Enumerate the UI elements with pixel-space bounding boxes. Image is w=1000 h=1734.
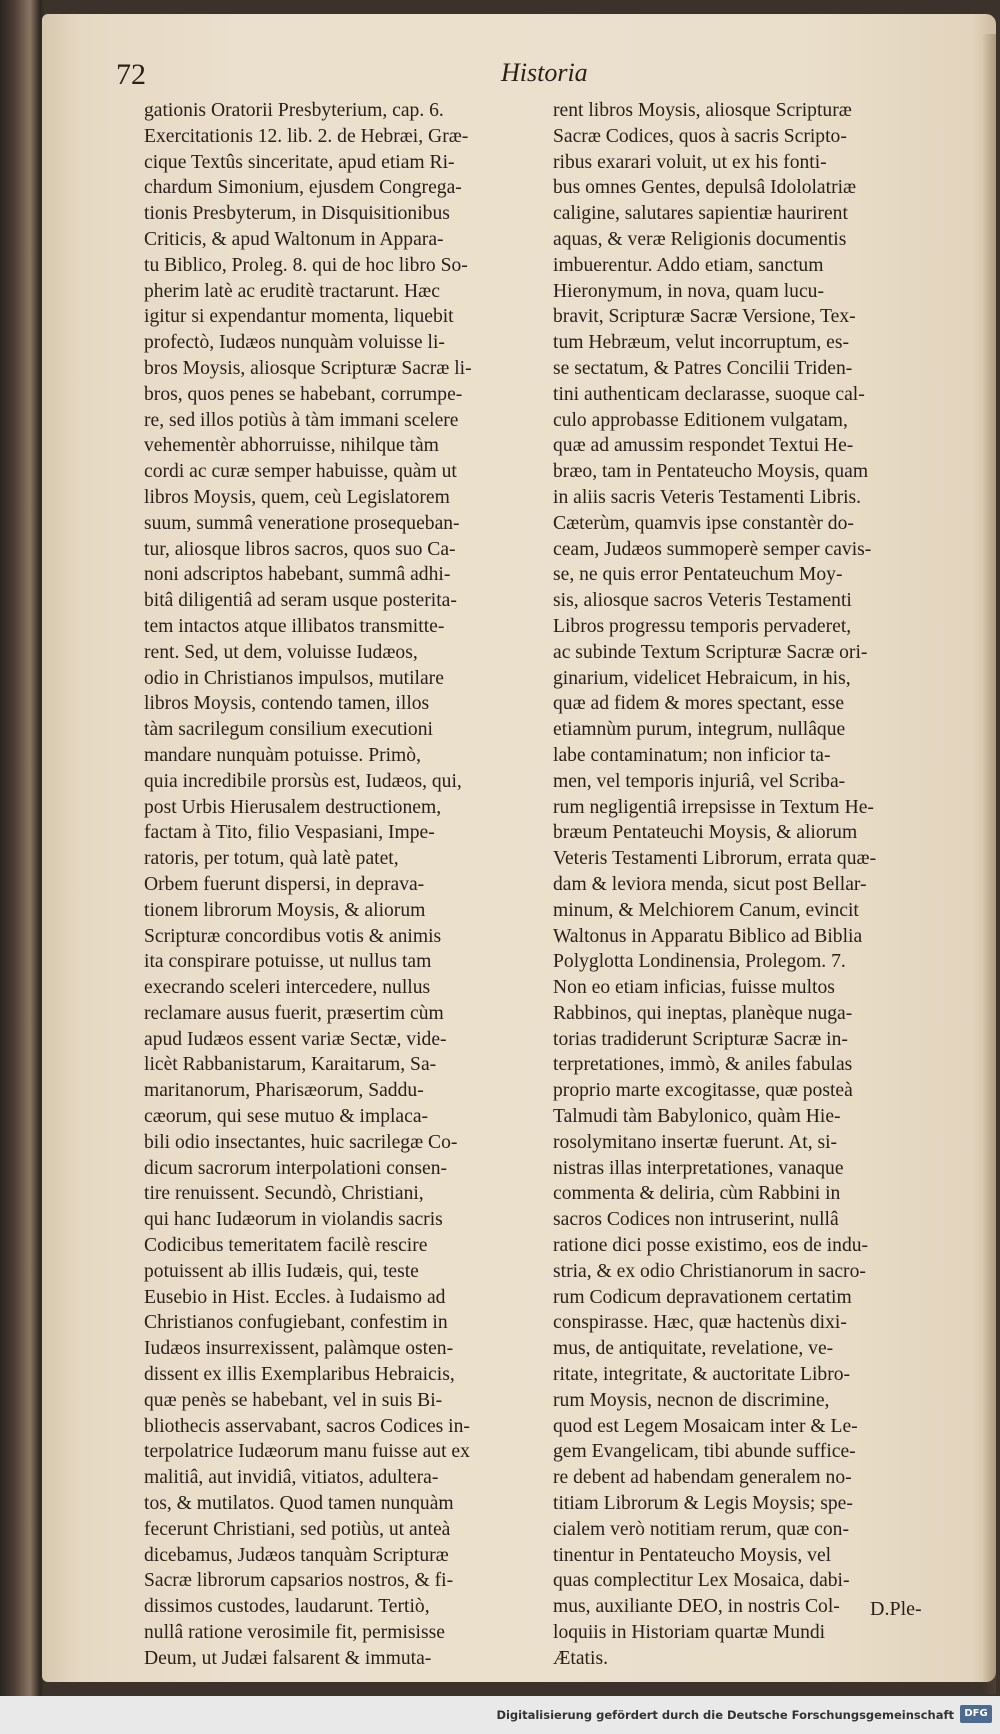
left-text-column [144, 98, 544, 1672]
text-line: conspirasse. Hæc, quæ hactenùs dixi- [553, 1312, 847, 1334]
text-line: Exercitationis 12. lib. 2. de Hebræi, Græ- [144, 125, 469, 147]
text-line: gem Evangelicam, tibi abunde suffice- [553, 1441, 856, 1463]
text-line: Sacræ Codices, quos à sacris Scripto- [553, 125, 847, 147]
text-line: bus omnes Gentes, depulsâ Idololatriæ [553, 177, 857, 199]
text-line: Eusebio in Hist. Eccles. à Iudaismo ad [144, 1286, 446, 1308]
text-line: tini authenticam declarasse, suoque cal- [553, 383, 865, 405]
text-line: rent. Sed, ut dem, voluisse Iudæos, [144, 641, 418, 663]
text-line: cæorum, qui sese mutuo & implaca- [144, 1106, 429, 1128]
text-line: ritate, integritate, & auctoritate Libro- [553, 1364, 851, 1386]
text-line: Scripturæ concordibus votis & animis [144, 925, 442, 947]
footer-credit: Digitalisierung gefördert durch die Deutsche Forschungsgemeinschaft [496, 1708, 954, 1722]
text-line: tu Biblico, Proleg. 8. qui de hoc libro So- [144, 254, 468, 276]
text-line: proprio marte excogitasse, quæ posteà [553, 1080, 853, 1102]
text-line: odio in Christianos impulsos, mutilare [144, 667, 444, 689]
text-line: mus, de antiquitate, revelatione, ve- [553, 1338, 834, 1360]
text-line: culo approbasse Editionem vulgatam, [553, 409, 848, 431]
text-line: rum Codicum depravationem certatim [553, 1286, 852, 1308]
text-line: quod est Legem Mosaicam inter & Le- [553, 1415, 858, 1437]
text-line: libros Moysis, quem, ceù Legislatorem [144, 486, 450, 508]
text-line: quas complectitur Lex Mosaica, dabi- [553, 1570, 850, 1592]
page-number: 72 [116, 58, 146, 91]
text-line: post Urbis Hierusalem destructionem, [144, 796, 442, 818]
text-line: quæ ad fidem & mores spectant, esse [553, 693, 845, 715]
text-line: imbuerentur. Addo etiam, sanctum [553, 254, 824, 276]
text-line: stria, & ex odio Christianorum in sacro- [553, 1260, 866, 1282]
text-line: bravit, Scripturæ Sacræ Versione, Tex- [553, 306, 856, 328]
text-line: reclamare ausus fuerit, præsertim cùm [144, 1002, 444, 1024]
text-line: re debent ad habendam generalem no- [553, 1467, 852, 1489]
text-line: aquas, & veræ Religionis documentis [553, 228, 847, 250]
text-line: ceam, Judæos summoperè semper cavis- [553, 538, 872, 560]
text-line: profectò, Iudæos nunquàm voluisse li- [144, 332, 445, 354]
text-line: se, ne quis error Pentateuchum Moy- [553, 564, 843, 586]
text-line: rum Moysis, necnon de discrimine, [553, 1389, 830, 1411]
text-line: rosolymitano insertæ fuerunt. At, si- [553, 1131, 838, 1153]
text-line: mandare nunquàm potuisse. Primò, [144, 744, 421, 766]
text-line: rum negligentiâ irrepsisse in Textum He- [553, 796, 874, 818]
text-line: ac subinde Textum Scripturæ Sacræ ori- [553, 641, 868, 663]
text-line: nullâ ratione verosimile fit, permisisse [144, 1622, 445, 1644]
text-line: cialem verò notitiam rerum, quæ con- [553, 1518, 849, 1540]
text-line: Cæterùm, quamvis ipse constantèr do- [553, 512, 854, 534]
page-edge-shadow [982, 34, 996, 1694]
text-line: qui hanc Iudæorum in violandis sacris [144, 1209, 443, 1231]
text-line: factam à Tito, filio Vespasiani, Impe- [144, 822, 435, 844]
text-line: Deum, ut Judæi falsarent & immuta- [144, 1647, 432, 1669]
text-line: re, sed illos potiùs à tàm immani scelere [144, 409, 459, 431]
text-line: bliothecis asservabant, sacros Codices in- [144, 1415, 470, 1437]
text-line: tionem librorum Moysis, & aliorum [144, 899, 426, 921]
text-line: tionis Presbyterum, in Disquisitionibus [144, 203, 450, 225]
text-line: bros Moysis, aliosque Scripturæ Sacræ li- [144, 357, 472, 379]
text-line: ita conspirare potuisse, ut nullus tam [144, 951, 432, 973]
text-line: bitâ diligentiâ ad seram usque posterita- [144, 590, 457, 612]
text-line: cique Textûs sinceritate, apud etiam Ri- [144, 151, 455, 173]
catchword: D.Ple- [870, 1598, 922, 1620]
text-line: mus, auxiliante DEO, in nostris Col- [553, 1596, 840, 1618]
text-line: pherim latè ac eruditè tractarunt. Hæc [144, 280, 440, 302]
text-line: tinentur in Pentateucho Moysis, vel [553, 1544, 832, 1566]
text-line: caligine, salutares sapientiæ haurirent [553, 203, 848, 225]
text-line: Iudæos insurrexissent, palàmque osten- [144, 1338, 454, 1360]
text-line: tos, & mutilatos. Quod tamen nunquàm [144, 1493, 454, 1515]
text-line: vehementèr abhorruisse, nihilque tàm [144, 435, 439, 457]
text-line: sis, aliosque sacros Veteris Testamenti [553, 590, 852, 612]
text-line: Orbem fuerunt dispersi, in deprava- [144, 873, 425, 895]
text-line: tem intactos atque illibatos transmitte- [144, 615, 445, 637]
text-line: quia incredibile prorsùs est, Iudæos, qui, [144, 770, 462, 792]
footer-bar [0, 1696, 1000, 1734]
right-text-column [553, 98, 926, 1672]
text-line: tire renuissent. Secundò, Christiani, [144, 1183, 424, 1205]
text-line: Ætatis. [553, 1647, 608, 1669]
dfg-logo: DFG [960, 1705, 992, 1723]
running-title: Historia [501, 58, 588, 87]
text-line: commenta & deliria, cùm Rabbini in [553, 1183, 841, 1205]
text-line: nistras illas interpretationes, vanaque [553, 1157, 844, 1179]
text-line: Hieronymum, in nova, quam lucu- [553, 280, 824, 302]
text-line: bræum Pentateuchi Moysis, & aliorum [553, 822, 858, 844]
text-line: dissent ex illis Exemplaribus Hebraicis, [144, 1364, 455, 1386]
text-line: Rabbinos, qui ineptas, planèque nuga- [553, 1002, 853, 1024]
text-line: men, vel temporis injuriâ, vel Scriba- [553, 770, 846, 792]
text-line: dicum sacrorum interpolationi consen- [144, 1157, 448, 1179]
text-line: dissimos custodes, laudarunt. Tertiò, [144, 1596, 430, 1618]
text-line: gationis Oratorii Presbyterium, cap. 6. [144, 100, 444, 121]
text-line: Libros progressu temporis pervaderet, [553, 615, 852, 637]
text-line: quæ penès se habebant, vel in suis Bi- [144, 1389, 443, 1411]
text-line: ratoris, per totum, quà latè patet, [144, 848, 399, 870]
text-line: ribus exarari voluit, ut ex his fonti- [553, 151, 827, 173]
text-line: noni adscriptos habebant, summâ adhi- [144, 564, 451, 586]
text-line: dam & leviora menda, sicut post Bellar- [553, 873, 867, 895]
text-line: Polyglotta Londinensia, Prolegom. 7. [553, 951, 846, 973]
text-line: Christianos confugiebant, confestim in [144, 1312, 448, 1334]
text-line: Waltonus in Apparatu Biblico ad Biblia [553, 925, 863, 947]
text-line: suum, summâ veneratione prosequeban- [144, 512, 460, 534]
text-line: fecerunt Christiani, sed potiùs, ut anteà [144, 1518, 451, 1540]
text-line: torias tradiderunt Scripturæ Sacræ in- [553, 1028, 848, 1050]
text-line: sacros Codices non intruserint, nullâ [553, 1209, 839, 1231]
text-line: Non eo etiam inficias, fuisse multos [553, 977, 835, 999]
text-line: chardum Simonium, ejusdem Congrega- [144, 177, 462, 199]
text-line: apud Iudæos essent variæ Sectæ, vide- [144, 1028, 447, 1050]
text-line: rent libros Moysis, aliosque Scripturæ [553, 100, 852, 121]
text-line: labe contaminatum; non inficior ta- [553, 744, 831, 766]
text-line: in aliis sacris Veteris Testamenti Libris. [553, 486, 862, 508]
text-line: minum, & Melchiorem Canum, evincit [553, 899, 859, 921]
text-line: Sacræ librorum capsarios nostros, & fi- [144, 1570, 454, 1592]
text-line: potuissent ab illis Iudæis, qui, teste [144, 1260, 419, 1282]
text-line: cordi ac curæ semper habuisse, quàm ut [144, 461, 457, 483]
text-line: se sectatum, & Patres Concilii Triden- [553, 357, 853, 379]
text-line: malitiâ, aut invidiâ, vitiatos, adultera- [144, 1467, 439, 1489]
text-line: Codicibus temeritatem facilè rescire [144, 1235, 428, 1257]
text-line: execrando sceleri intercedere, nullus [144, 977, 431, 999]
text-line: titiam Librorum & Legis Moysis; spe- [553, 1493, 853, 1515]
text-line: terpretationes, immò, & aniles fabulas [553, 1054, 853, 1076]
text-line: loquiis in Historiam quartæ Mundi [553, 1622, 826, 1644]
text-line: Criticis, & apud Waltonum in Appara- [144, 228, 444, 250]
text-line: licèt Rabbanistarum, Karaitarum, Sa- [144, 1054, 437, 1076]
text-line: maritanorum, Pharisæorum, Saddu- [144, 1080, 424, 1102]
text-line: Talmudi tàm Babylonico, quàm Hie- [553, 1106, 841, 1128]
text-line: Veteris Testamenti Librorum, errata quæ- [553, 848, 877, 870]
text-line: terpolatrice Iudæorum manu fuisse aut ex [144, 1441, 470, 1463]
text-line: bræo, tam in Pentateucho Moysis, quam [553, 461, 869, 483]
text-line: ratione dici posse existimo, eos de indu- [553, 1235, 869, 1257]
text-line: libros Moysis, contendo tamen, illos [144, 693, 430, 715]
text-line: bros, quos penes se habebant, corrumpe- [144, 383, 463, 405]
text-line: bili odio insectantes, huic sacrilegæ Co- [144, 1131, 458, 1153]
text-line: tur, aliosque libros sacros, quos suo Ca- [144, 538, 456, 560]
text-line: tàm sacrilegum consilium executioni [144, 719, 433, 741]
text-line: ginarium, videlicet Hebraicum, in his, [553, 667, 851, 689]
text-line: igitur si expendantur momenta, liquebit [144, 306, 454, 328]
text-line: tum Hebræum, velut incorruptum, es- [553, 332, 850, 354]
text-line: dicebamus, Judæos tanquàm Scripturæ [144, 1544, 449, 1566]
text-line: quæ ad amussim respondet Textui He- [553, 435, 854, 457]
text-line: etiamnùm purum, integrum, nullâque [553, 719, 846, 741]
